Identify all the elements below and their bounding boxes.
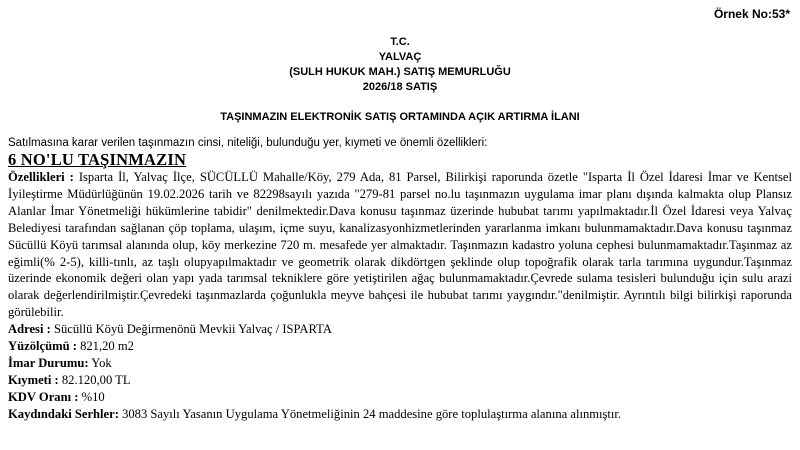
address-field (8, 321, 792, 338)
area-label: Yüzölçümü : (8, 339, 77, 354)
header-line-district: YALVAÇ (378, 51, 422, 63)
records-value: 3083 Sayılı Yasanın Uygulama Yönetmeliğinin 24 maddesine göre toplulaştırma alanına alınmıştır. (118, 406, 622, 421)
intro-text: Satılmasına karar verilen taşınmazın cinsi, niteliği, bulunduğu yer, kıymeti ve önemli özellikleri: (8, 137, 488, 149)
area-field (8, 338, 792, 355)
header-line-case-number: 2026/18 SATIŞ (362, 81, 438, 93)
zoning-label: İmar Durumu: (8, 355, 89, 370)
vat-field (8, 389, 792, 406)
property-heading: 6 NO'LU TAŞINMAZIN (8, 150, 187, 169)
vat-value: %10 (78, 389, 105, 404)
vat-label: KDV Oranı : (8, 389, 79, 404)
valuation-value: 82.120,00 TL (58, 372, 131, 387)
records-label: Kaydındaki Serhler: (8, 406, 119, 421)
property-details (8, 169, 792, 423)
address-label: Adresi : (8, 322, 51, 337)
features-label: Özellikleri : (8, 170, 74, 184)
features-paragraph (8, 169, 792, 321)
zoning-value: Yok (88, 355, 112, 370)
address-value: Sücüllü Köyü Değirmenönü Mevkii Yalvaç / ISPARTA (50, 322, 332, 337)
sample-number: Örnek No:53* (713, 7, 790, 21)
header-line-tc: T.C. (390, 36, 410, 48)
header-line-office: (SULH HUKUK MAH.) SATIŞ MEMURLUĞU (289, 66, 511, 78)
document-header (0, 35, 800, 95)
area-value: 821,20 m2 (76, 339, 134, 354)
records-field (8, 406, 792, 423)
auction-title: TAŞINMAZIN ELEKTRONİK SATIŞ ORTAMINDA AÇIK ARTIRMA İLANI (220, 111, 580, 123)
valuation-label: Kıymeti : (8, 372, 59, 387)
features-text: Isparta İl, Yalvaç İlçe, SÜCÜLLÜ Mahalle/Köy, 279 Ada, 81 Parsel, Bilirkişi raporunda özetle "Isparta İl Özel İdaresi İmar ve Kentsel İyileştirme Müdürlüğünün 19.02.2026 tarih ve 82298sayılı yazıda "279-81 parsel no.lu taşınmazın uygulama imar planı dışında kalmakta olup Plansız Alanlar İmar Yönetmeliği hükümlerine tabidir" denilmektedir.Dava konusu taşınmaz üzerinde hububat tarımı yapılmaktadır.İl Özel İdaresi veya Yalvaç Belediyesi tarafından sağlanan çöp toplama, ulaşım, içme suyu, kanalizasyonhizmetlerinden yararlanma imkanı bulunmamaktadır.Dava konusu taşınmaz Sücüllü Köyü tarımsal alanında olup, köy merkezine 720 m. mesafede yer almaktadır. Taşınmazın kadastro yoluna cephesi bulunmamaktadır.Taşınmaz az eğimli(% 2-5), killi-tınlı, az taşlı olupyapılmaktadır ve geometrik olarak dikdörtgen şeklinde olup topoğrafik olarak tarla tarımına uygundur.Taşınmaz üzerinde ekonomik değeri olan yapı yada tarımsal tekniklere göre yetiştirilen ağaç bulunmamaktadır.Çevrede sulama tesisleri bulunduğu için sulu arazi olarak değerlendirilmiştir.Çevredeki taşınmazlarda çoğunlukla meyve bahçesi ile hububat tarımı yaygındır."denilmiştir. Ayrıntılı bilgi bilirkişi raporunda görülebilir. (8, 170, 793, 320)
zoning-field (8, 355, 792, 372)
valuation-field (8, 372, 792, 389)
